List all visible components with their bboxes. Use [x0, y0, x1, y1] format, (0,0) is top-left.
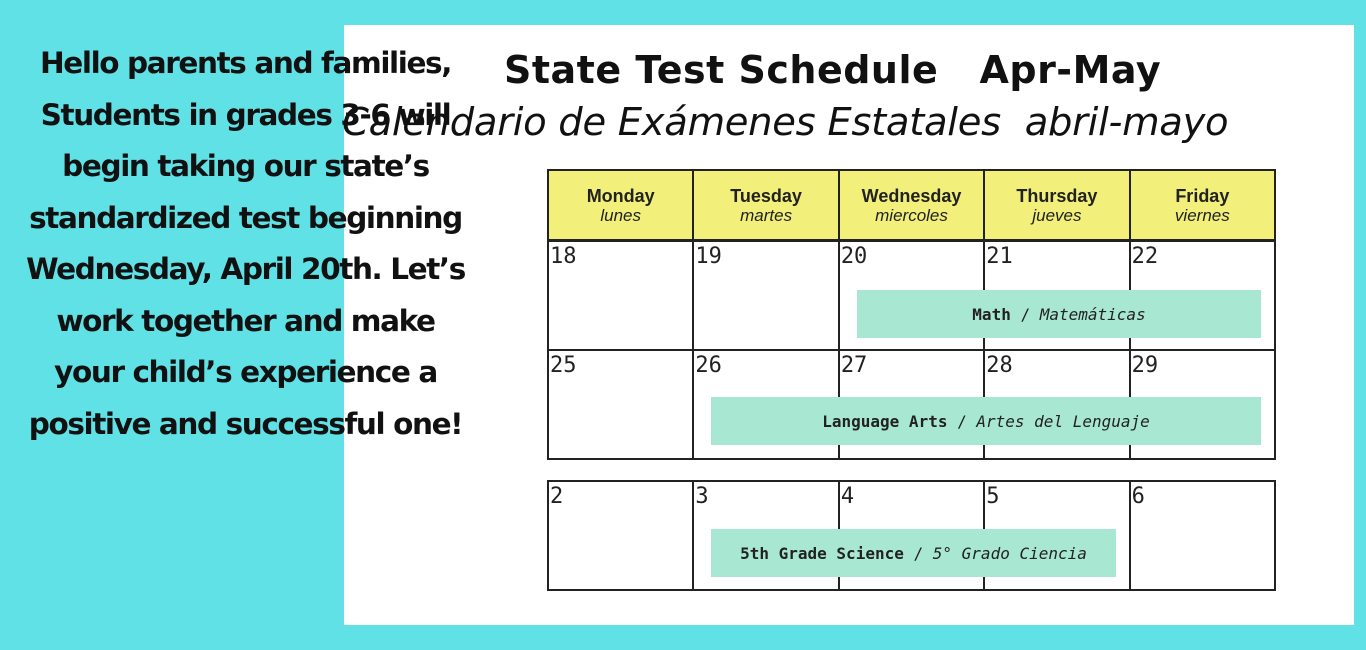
- calendar-header: [547, 169, 1276, 241]
- date-number: 6: [1131, 484, 1145, 509]
- event-5th-grade-science: [711, 529, 1116, 577]
- schedule-title: State Test Schedule Apr-May: [504, 48, 1162, 92]
- date-number: 5: [986, 484, 1000, 509]
- date-number: 4: [840, 484, 855, 509]
- event-language-arts: [711, 397, 1261, 445]
- calendar-day-cell: [694, 242, 839, 349]
- date-number: 25: [550, 353, 577, 378]
- event-separator: /: [947, 411, 977, 431]
- event-name-spanish: Artes del Lenguaje: [976, 411, 1150, 431]
- date-number: 18: [550, 244, 577, 269]
- day-name-spanish: viernes: [1174, 206, 1230, 225]
- date-number: 27: [840, 353, 868, 378]
- calendar-day-cell: [549, 482, 694, 589]
- event-name-spanish: 5° Grado Ciencia: [932, 543, 1087, 563]
- day-header-thursday: [985, 171, 1130, 239]
- day-name: Monday: [586, 186, 655, 206]
- calendar-day-cell: [1131, 482, 1274, 589]
- date-number: 3: [695, 484, 709, 509]
- day-header-monday: [549, 171, 694, 239]
- day-name-spanish: martes: [740, 206, 793, 225]
- event-name: 5th Grade Science: [740, 543, 904, 563]
- date-number: 26: [695, 353, 722, 378]
- day-header-tuesday: [694, 171, 839, 239]
- day-name-spanish: miercoles: [875, 206, 948, 225]
- schedule-subtitle: Calendario de Exámenes Estatales abril-mayo: [342, 100, 1229, 145]
- date-number: 29: [1131, 353, 1159, 378]
- date-number: 19: [695, 244, 722, 269]
- day-header-wednesday: [840, 171, 985, 239]
- date-number: 21: [986, 244, 1013, 269]
- calendar-day-cell: [549, 351, 694, 458]
- event-name-spanish: Matemáticas: [1039, 304, 1146, 324]
- date-number: 20: [840, 244, 868, 269]
- date-number: 22: [1131, 244, 1159, 269]
- day-header-friday: [1131, 171, 1274, 239]
- date-number: 28: [986, 353, 1013, 378]
- event-separator: /: [1010, 304, 1040, 324]
- day-name: Friday: [1175, 186, 1230, 206]
- date-number: 2: [550, 484, 564, 509]
- greeting-text: Hello parents and families,: [39, 46, 452, 80]
- day-name-spanish: lunes: [600, 206, 642, 225]
- event-name: Language Arts: [822, 411, 948, 431]
- day-name-spanish: jueves: [1032, 206, 1082, 225]
- message-body: Students in grades 3-6 will begin taking our state’s standardized test beginning Wednesday, April 20th. Let’s work together and make your child’s experience a positive and successful one!: [26, 97, 465, 441]
- day-name: Thursday: [1016, 186, 1098, 206]
- parent-message: [18, 38, 473, 450]
- event-name: Math: [972, 304, 1011, 324]
- day-name: Tuesday: [730, 186, 802, 206]
- event-math: [857, 290, 1261, 338]
- event-separator: /: [903, 543, 933, 563]
- day-name: Wednesday: [861, 186, 962, 206]
- calendar-day-cell: [549, 242, 694, 349]
